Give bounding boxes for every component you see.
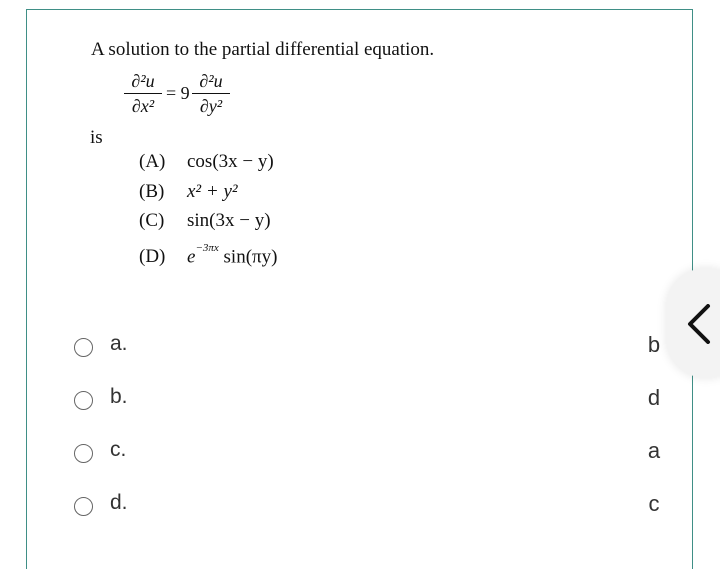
rhs-fraction xyxy=(192,70,230,117)
option-label: (C) xyxy=(139,210,165,231)
side-panel-toggle[interactable] xyxy=(666,268,720,378)
rhs-denominator: ∂y² xyxy=(199,96,223,116)
choice-row-b[interactable] xyxy=(74,385,674,415)
radio-button[interactable] xyxy=(74,444,93,463)
option-expr-tail: sin(πy) xyxy=(223,246,278,268)
is-word: is xyxy=(90,127,103,148)
choice-row-c[interactable] xyxy=(74,438,674,468)
choice-label: c. xyxy=(110,438,127,461)
lhs-fraction xyxy=(124,70,162,117)
radio-button[interactable] xyxy=(74,338,93,357)
option-b xyxy=(139,180,238,204)
choice-label: a. xyxy=(110,332,128,355)
choice-answer: d xyxy=(647,385,661,410)
option-a xyxy=(139,150,274,174)
chevron-left-icon[interactable] xyxy=(686,304,712,344)
question-text: A solution to the partial differential equation. xyxy=(91,39,435,60)
option-expr-exponent: −3πx xyxy=(195,242,219,254)
option-label: (D) xyxy=(139,246,166,268)
choice-label: d. xyxy=(110,491,128,514)
option-expr: sin(3x − y) xyxy=(187,210,271,231)
lhs-numerator: ∂²u xyxy=(131,71,155,91)
rhs-numerator: ∂²u xyxy=(199,71,223,91)
choice-answer: c xyxy=(648,491,660,516)
lhs-denominator: ∂x² xyxy=(131,96,155,116)
option-label: (A) xyxy=(139,151,166,172)
radio-button[interactable] xyxy=(74,391,93,410)
option-expr: cos(3x − y) xyxy=(187,151,274,172)
radio-button[interactable] xyxy=(74,497,93,516)
option-c xyxy=(139,209,271,233)
choice-row-a[interactable] xyxy=(74,332,674,362)
option-label: (B) xyxy=(139,181,165,202)
choice-label: b. xyxy=(110,385,128,408)
option-expr: x² + y² xyxy=(187,181,238,202)
equation-middle: = 9 xyxy=(166,83,190,103)
pde-equation xyxy=(124,70,244,120)
choice-answer: a xyxy=(647,438,661,463)
option-d xyxy=(139,240,277,269)
option-expr-base: e xyxy=(187,246,196,268)
choice-answer: b xyxy=(647,332,661,357)
choice-row-d[interactable] xyxy=(74,491,674,521)
